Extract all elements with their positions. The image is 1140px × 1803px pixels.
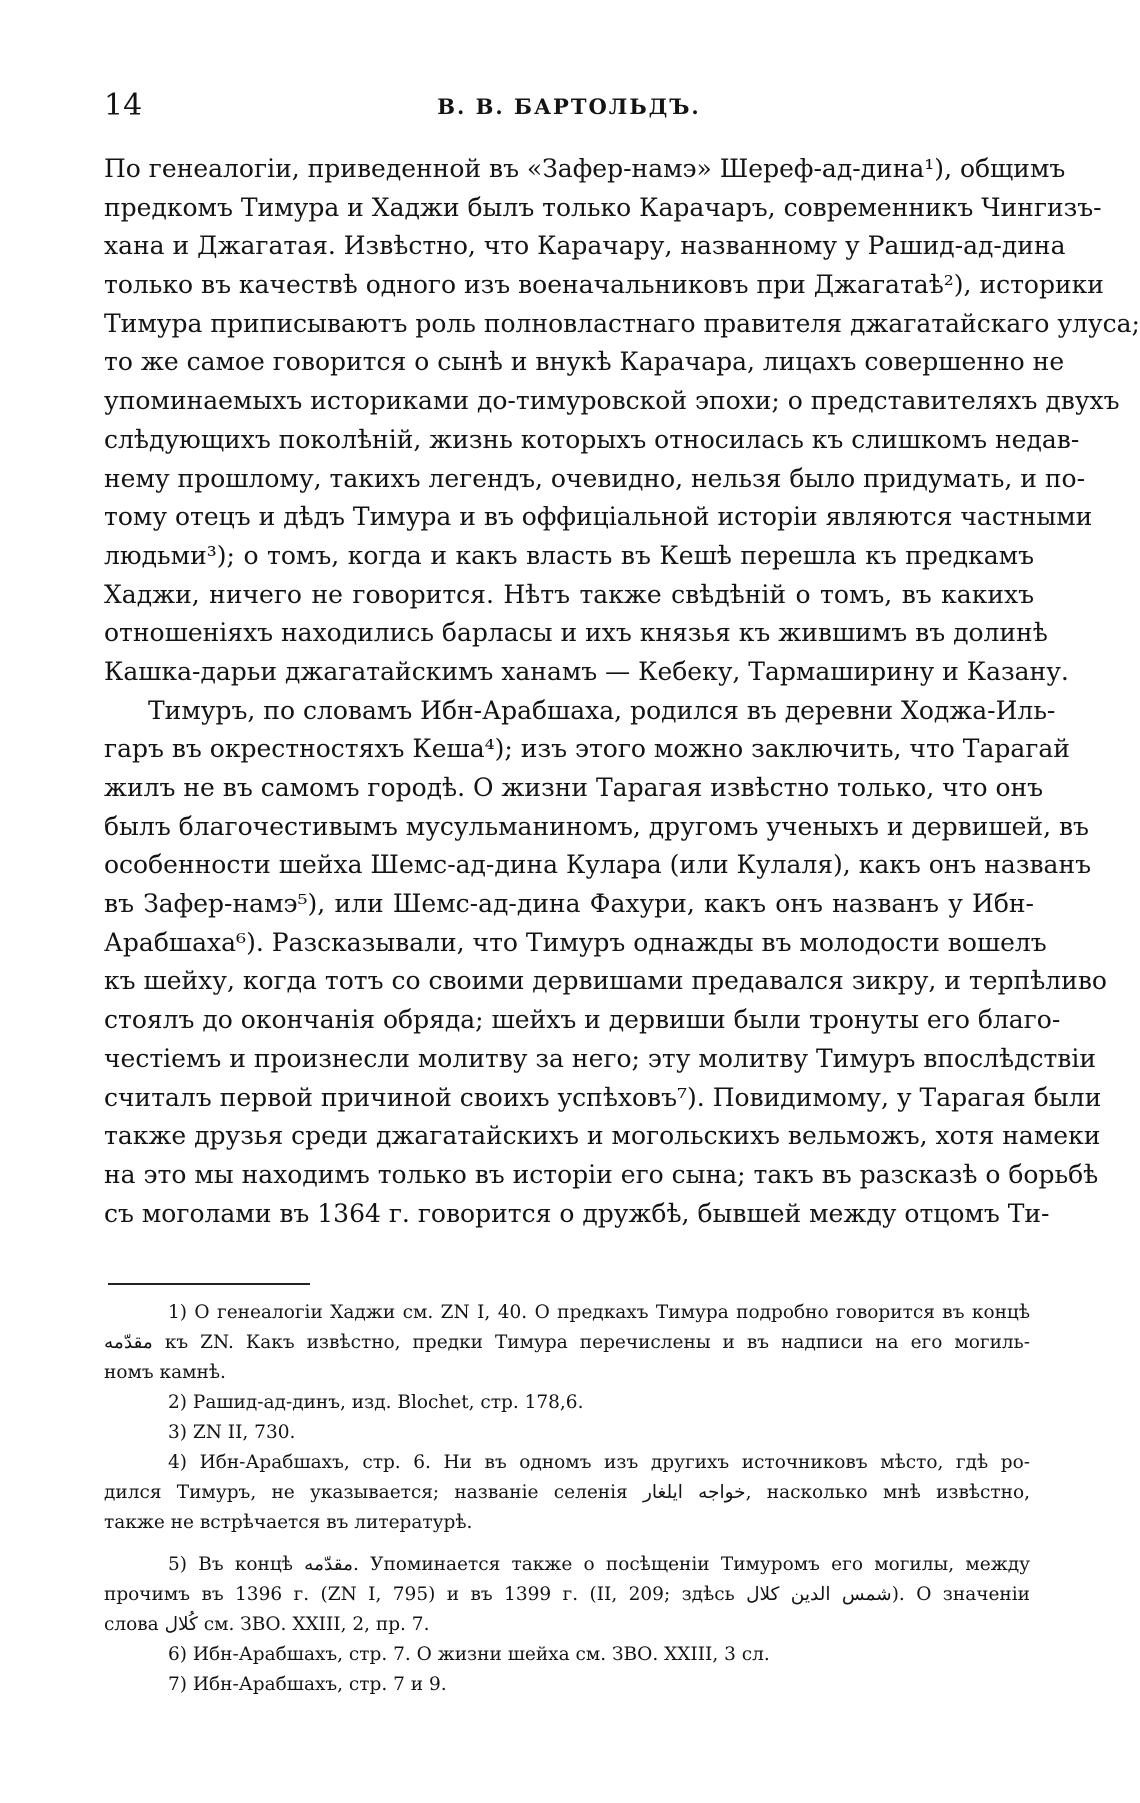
text-line: упоминаемыхъ историками до-тимуровской эпохи; о представителяхъ двухъ: [104, 386, 1120, 416]
running-head: В. В. БАРТОЛЬДЪ.: [437, 94, 701, 119]
text-line: слѣдующихъ поколѣній, жизнь которыхъ относилась къ слишкомъ недав-: [104, 424, 1080, 454]
footnote-3: 3) ZN II, 730.: [168, 1422, 296, 1443]
footnotes: [104, 1298, 1030, 1700]
text-line: Кашка-дарьи джагатайскимъ ханамъ — Кебеку, Тармаширину и Казану.: [104, 656, 1069, 686]
footnote-1-line: номъ камнѣ.: [104, 1362, 226, 1383]
text-line: хана и Джагатая. Извѣстно, что Карачару, названному у Рашид-ад-дина: [104, 231, 1066, 261]
text-line: съ моголами въ 1364 г. говорится о дружбѣ, бывшей между отцомъ Ти-: [104, 1198, 1050, 1228]
text-line: то же самое говорится о сынѣ и внукѣ Карачара, лицахъ совершенно не: [104, 347, 1065, 377]
text-line: Тимуръ, по словамъ Ибн-Арабшаха, родился въ деревни Ходжа-Иль-: [148, 695, 1056, 725]
page-header: [104, 88, 1034, 128]
text-line: отношеніяхъ находились барласы и ихъ князья къ жившимъ въ долинѣ: [104, 618, 1048, 648]
text-line: гаръ въ окрестностяхъ Кеша⁴); изъ этого можно заключить, что Тарагай: [104, 734, 1070, 764]
footnote-divider: [108, 1283, 310, 1285]
text-line: только въ качествѣ одного изъ военачальниковъ при Джагатаѣ²), историки: [104, 270, 1104, 300]
footnote-4-line: также не встрѣчается въ литературѣ.: [104, 1512, 473, 1533]
text-line: стоялъ до окончанія обряда; шейхъ и дервиши были тронуты его благо-: [104, 1005, 1061, 1035]
text-line: также друзья среди джагатайскихъ и могольскихъ вельможъ, хотя намеки: [104, 1121, 1101, 1151]
footnote-6: 6) Ибн-Арабшахъ, стр. 7. О жизни шейха см. ЗВО. XXIII, 3 сл.: [168, 1644, 770, 1665]
footnote-5-line: прочимъ въ 1396 г. (ZN I, 795) и въ 1399 г. (II, 209; здѣсь شمس الدين كلال). О значеніи: [104, 1584, 1030, 1605]
text-line: предкомъ Тимура и Хаджи былъ только Карачаръ, современникъ Чингизъ-: [104, 192, 1102, 222]
page-number: 14: [104, 88, 143, 123]
text-line: въ Зафер-намэ⁵), или Шемс-ад-дина Фахури, какъ онъ названъ у Ибн-: [104, 889, 1034, 919]
footnote-2: 2) Рашид-ад-динъ, изд. Blochet, стр. 178,6.: [168, 1392, 584, 1413]
text-line: особенности шейха Шемс-ад-дина Кулара (или Кулаля), какъ онъ названъ: [104, 850, 1092, 880]
footnote-4: 4) Ибн-Арабшахъ, стр. 6. Ни въ одномъ изъ другихъ источниковъ мѣсто, гдѣ ро-: [168, 1452, 1030, 1473]
footnote-7: 7) Ибн-Арабшахъ, стр. 7 и 9.: [168, 1674, 447, 1695]
text-line: къ шейху, когда тотъ со своими дервишами предавался зикру, и терпѣливо: [104, 966, 1107, 996]
footnote-1-line: مقدّمه къ ZN. Какъ извѣстно, предки Тимура перечислены и въ надписи на его могиль-: [104, 1332, 1030, 1353]
text-line: тому отецъ и дѣдъ Тимура и въ оффиціальной исторіи являются частными: [104, 502, 1093, 532]
text-line: былъ благочестивымъ мусульманиномъ, другомъ ученыхъ и дервишей, въ: [104, 811, 1089, 841]
main-text: [104, 150, 1140, 1233]
text-line: на это мы находимъ только въ исторіи его сына; такъ въ разсказѣ о борьбѣ: [104, 1159, 1099, 1189]
footnote-1: 1) О генеалогіи Хаджи см. ZN I, 40. О предкахъ Тимура подробно говорится въ концѣ: [168, 1302, 1030, 1323]
text-line: нему прошлому, такихъ легендъ, очевидно, нельзя было придумать, и по-: [104, 463, 1086, 493]
text-line: Хаджи, ничего не говорится. Нѣтъ также свѣдѣній о томъ, въ какихъ: [104, 579, 1034, 609]
text-line: По генеалогіи, приведенной въ «Зафер-намэ» Шереф-ад-дина¹), общимъ: [104, 154, 1066, 183]
text-line: считалъ первой причиной своихъ успѣховъ⁷). Повидимому, у Тарагая были: [104, 1082, 1102, 1112]
text-line: жилъ не въ самомъ городѣ. О жизни Тарагая извѣстно только, что онъ: [104, 773, 1044, 802]
footnote-5-line: слова كُلال см. ЗВО. XXIII, 2, пр. 7.: [104, 1614, 430, 1635]
text-line: честіемъ и произнесли молитву за него; эту молитву Тимуръ впослѣдствіи: [104, 1043, 1097, 1073]
text-line: Тимура приписываютъ роль полновластнаго правителя джагатайскаго улуса;: [104, 308, 1140, 338]
footnote-4-line: дился Тимуръ, не указывается; названіе селенія خواجه ايلغار, насколько мнѣ извѣстно,: [104, 1482, 1031, 1503]
footnote-5: 5) Въ концѣ مقدّمه. Упоминается также о посѣщеніи Тимуромъ его могилы, между: [168, 1554, 1030, 1575]
text-line: людьми³); о томъ, когда и какъ власть въ Кешѣ перешла къ предкамъ: [104, 540, 1034, 570]
text-line: Арабшаха⁶). Разсказывали, что Тимуръ однажды въ молодости вошелъ: [104, 927, 1047, 957]
